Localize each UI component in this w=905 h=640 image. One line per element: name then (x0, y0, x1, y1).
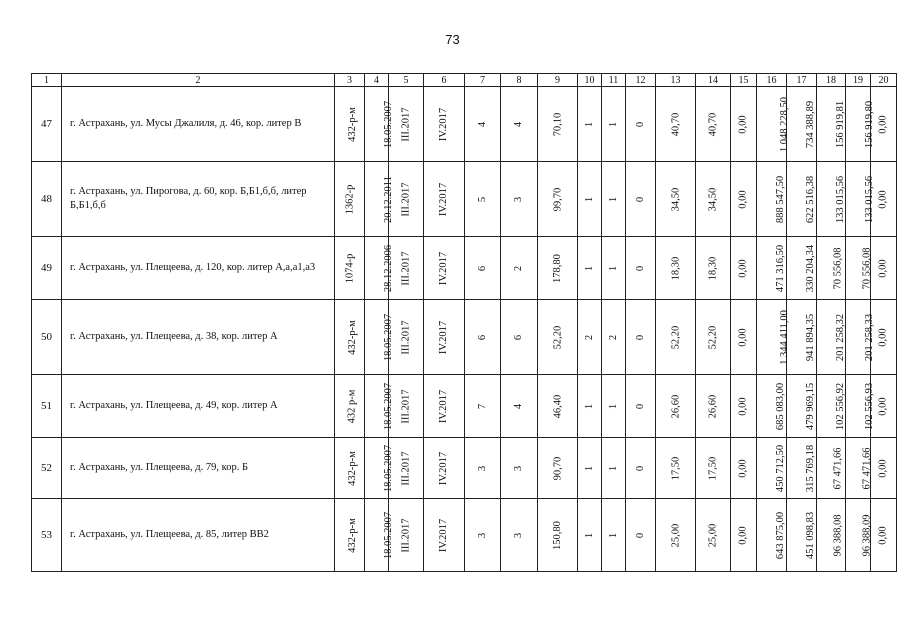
cell-text: 622 516,38 (805, 175, 817, 224)
cell-c13 (656, 162, 696, 237)
cell-text: 18.05.2007 (383, 444, 395, 493)
cell-end (424, 162, 465, 237)
cell-text: III.2017 (400, 389, 412, 424)
cell-text: 432 р-м (346, 389, 358, 424)
cell-c18 (817, 300, 846, 375)
cell-c16 (757, 438, 787, 499)
cell-text: III.2017 (400, 451, 412, 486)
cell-text: 4 (477, 121, 488, 128)
cell-address: г. Астрахань, ул. Мусы Джалиля, д. 46, кор. литер В (62, 87, 335, 162)
cell-text: 2 (584, 334, 595, 341)
cell-text: 4 (513, 403, 525, 410)
cell-c9 (538, 237, 578, 300)
cell-c7 (465, 162, 501, 237)
cell-text: 0,00 (878, 526, 889, 545)
cell-text: 0 (635, 121, 646, 128)
cell-text: 26,60 (670, 394, 681, 419)
cell-c7 (465, 438, 501, 499)
cell-text: 1 048 228,50 (779, 96, 791, 153)
cell-date (365, 162, 394, 237)
header-cell: 18 (817, 74, 846, 87)
cell-text: 67 471,66 (861, 447, 873, 490)
header-cell: 10 (578, 74, 602, 87)
cell-text: 1 (608, 532, 619, 539)
cell-num: 50 (32, 300, 62, 375)
cell-text: 3 (477, 532, 488, 539)
cell-text: 3 (513, 532, 525, 539)
table-row (32, 438, 897, 499)
cell-c19 (846, 499, 871, 572)
cell-text: 330 204,34 (805, 244, 817, 293)
cell-text: 1 (584, 532, 595, 539)
cell-text: 156 919,80 (864, 100, 876, 149)
cell-c8 (501, 300, 538, 375)
cell-text: 479 969,15 (805, 382, 817, 431)
cell-text: 156 919,81 (835, 100, 847, 149)
cell-c12 (626, 237, 656, 300)
cell-text: IV.2017 (438, 389, 450, 424)
cell-date (365, 300, 395, 375)
cell-c18 (817, 162, 846, 237)
cell-text: 0 (635, 465, 646, 472)
cell-date (365, 375, 395, 438)
cell-c8 (501, 87, 538, 162)
cell-text: 0,00 (738, 526, 749, 545)
cell-text: 1 (584, 403, 595, 410)
cell-end (424, 499, 465, 572)
cell-text: 40,70 (670, 112, 681, 137)
cell-c16 (757, 237, 787, 300)
cell-text: 3 (477, 465, 488, 472)
cell-text: 1 (608, 465, 619, 472)
cell-text: 201 258,33 (864, 313, 876, 362)
cell-text: 201 258,32 (835, 313, 847, 362)
cell-end (424, 237, 465, 300)
cell-text: 315 769,18 (805, 444, 817, 493)
header-cell: 12 (626, 74, 656, 87)
cell-c15 (731, 237, 757, 300)
cell-c11 (602, 162, 626, 237)
cell-text: IV.2017 (438, 107, 450, 142)
cell-c11 (602, 438, 626, 499)
cell-c11 (602, 300, 626, 375)
cell-text: 1 (608, 121, 619, 128)
header-cell: 4 (365, 74, 389, 87)
header-cell: 20 (871, 74, 897, 87)
cell-text: 3 (513, 465, 525, 472)
cell-text: III.2017 (400, 320, 412, 355)
cell-doc (335, 300, 365, 375)
cell-text: III.2017 (400, 182, 412, 217)
cell-c12 (626, 375, 656, 438)
cell-text: 1362-р (344, 184, 356, 215)
cell-text: III.2017 (400, 251, 412, 286)
cell-c19 (846, 438, 871, 499)
cell-c19 (846, 300, 876, 375)
cell-text: 432-р-м (346, 518, 358, 553)
cell-c15 (731, 499, 757, 572)
cell-text: 102 556,93 (864, 382, 876, 431)
cell-c18 (817, 438, 846, 499)
cell-c12 (626, 87, 656, 162)
cell-text: 34,50 (670, 187, 681, 212)
cell-text: 0,00 (878, 259, 889, 278)
cell-c20 (871, 438, 897, 499)
cell-text: 7 (477, 403, 488, 410)
cell-c18 (817, 237, 846, 300)
cell-c12 (626, 162, 656, 237)
cell-c14 (696, 375, 731, 438)
cell-text: 99,70 (552, 187, 563, 212)
cell-c8 (501, 499, 538, 572)
cell-text: 432-р-м (346, 451, 358, 486)
cell-c8 (501, 438, 538, 499)
cell-c13 (656, 87, 696, 162)
cell-text: 17,50 (670, 456, 681, 481)
cell-c14 (696, 237, 731, 300)
cell-text: 0,00 (738, 115, 749, 134)
cell-text: IV.2017 (438, 251, 450, 286)
cell-text: 0 (635, 403, 646, 410)
cell-text: 6 (513, 334, 525, 341)
cell-text: 888 547,50 (775, 175, 787, 224)
cell-text: 52,20 (552, 325, 563, 350)
cell-c16 (757, 87, 791, 162)
cell-text: 150,80 (552, 521, 563, 550)
cell-text: 0,00 (878, 459, 889, 478)
cell-text: IV.2017 (438, 182, 450, 217)
cell-text: 1 (608, 265, 619, 272)
cell-c20 (871, 499, 897, 572)
cell-end (424, 438, 465, 499)
cell-c14 (696, 162, 731, 237)
cell-c12 (626, 300, 656, 375)
cell-text: 0 (635, 196, 646, 203)
cell-address: г. Астрахань, ул. Плещеева, д. 49, кор. литер А (62, 375, 335, 438)
cell-num: 48 (32, 162, 62, 237)
cell-text: 5 (477, 196, 488, 203)
cell-c17 (787, 300, 817, 375)
cell-c20 (871, 237, 897, 300)
cell-num: 47 (32, 87, 62, 162)
cell-text: 0,00 (878, 397, 889, 416)
header-cell: 17 (787, 74, 817, 87)
cell-text: 941 894,35 (805, 313, 817, 362)
cell-text: 0,00 (878, 328, 889, 347)
cell-address: г. Астрахань, ул. Плещеева, д. 79, кор. Б (62, 438, 335, 499)
cell-end (424, 375, 465, 438)
page-number: 73 (445, 32, 460, 47)
cell-c7 (465, 499, 501, 572)
cell-end (424, 87, 465, 162)
cell-c9 (538, 162, 578, 237)
header-cell: 7 (465, 74, 501, 87)
cell-c7 (465, 237, 501, 300)
cell-c14 (696, 87, 731, 162)
cell-c10 (578, 375, 602, 438)
cell-text: 96 388,09 (861, 514, 873, 557)
cell-text: 0,00 (738, 328, 749, 347)
cell-c19 (846, 375, 876, 438)
header-cell: 13 (656, 74, 696, 87)
header-cell: 16 (757, 74, 787, 87)
cell-c11 (602, 375, 626, 438)
cell-text: 20.12.2011 (382, 176, 394, 223)
cell-c17 (787, 375, 817, 438)
cell-c16 (757, 499, 787, 572)
header-cell: 5 (389, 74, 424, 87)
cell-text: 0,00 (738, 459, 749, 478)
cell-address: г. Астрахань, ул. Плещеева, д. 38, кор. литер А (62, 300, 335, 375)
cell-c15 (731, 375, 757, 438)
cell-c11 (602, 499, 626, 572)
cell-c15 (731, 162, 757, 237)
cell-c10 (578, 162, 602, 237)
cell-text: 52,20 (670, 325, 681, 350)
cell-text: 2 (513, 265, 525, 272)
cell-doc (335, 237, 365, 300)
cell-address: г. Астрахань, ул. Пирогова, д. 60, кор. Б,Б1,б,б, литер Б,Б1,б,б (62, 162, 335, 237)
cell-text: 17,50 (707, 456, 719, 481)
cell-c13 (656, 375, 696, 438)
cell-c7 (465, 375, 501, 438)
cell-text: 1 344 411,00 (778, 310, 790, 365)
cell-text: 52,20 (707, 325, 719, 350)
cell-c11 (602, 87, 626, 162)
header-cell: 11 (602, 74, 626, 87)
cell-c14 (696, 300, 731, 375)
cell-text: 0,00 (878, 115, 889, 134)
cell-text: 1 (584, 121, 595, 128)
cell-c9 (538, 438, 578, 499)
cell-text: 3 (513, 196, 525, 203)
cell-text: IV.2017 (438, 451, 450, 486)
cell-text: 18.05.2007 (383, 313, 395, 362)
cell-text: 70 556,08 (861, 247, 873, 290)
cell-address: г. Астрахань, ул. Плещеева, д. 120, кор. литер А,а,а1,а3 (62, 237, 335, 300)
cell-c15 (731, 300, 757, 375)
cell-date (365, 237, 395, 300)
cell-num: 52 (32, 438, 62, 499)
cell-text: 25,00 (707, 523, 719, 548)
table-row (32, 162, 897, 237)
cell-text: 0 (635, 532, 646, 539)
cell-num: 51 (32, 375, 62, 438)
cell-c8 (501, 375, 538, 438)
cell-date (365, 87, 395, 162)
cell-text: 0,00 (878, 190, 889, 209)
cell-text: 451 098,83 (805, 511, 817, 560)
cell-text: 643 875,00 (775, 511, 787, 560)
cell-text: 18,30 (707, 256, 719, 281)
cell-c16 (757, 162, 787, 237)
cell-c13 (656, 499, 696, 572)
table-row (32, 499, 897, 572)
cell-text: 1 (584, 465, 595, 472)
cell-doc (335, 87, 365, 162)
cell-c11 (602, 237, 626, 300)
cell-text: 34,50 (707, 187, 719, 212)
header-cell: 15 (731, 74, 757, 87)
cell-doc (335, 499, 365, 572)
cell-date (365, 499, 395, 572)
cell-end (424, 300, 465, 375)
data-table (31, 73, 897, 572)
cell-c19 (846, 87, 876, 162)
header-cell: 9 (538, 74, 578, 87)
header-cell: 19 (846, 74, 871, 87)
cell-text: 18,30 (670, 256, 681, 281)
cell-text: 0,00 (738, 397, 749, 416)
cell-date (365, 438, 395, 499)
cell-c10 (578, 438, 602, 499)
cell-c13 (656, 300, 696, 375)
cell-c17 (787, 499, 817, 572)
cell-text: 133 015,56 (835, 175, 847, 224)
cell-c13 (656, 237, 696, 300)
cell-text: 432-р-м (346, 320, 358, 355)
cell-text: 96 388,08 (832, 514, 844, 557)
cell-c9 (538, 300, 578, 375)
cell-text: 1 (608, 403, 619, 410)
cell-text: 70 556,08 (832, 247, 844, 290)
cell-c18 (817, 375, 846, 438)
cell-text: 178,80 (552, 254, 563, 283)
cell-c18 (817, 499, 846, 572)
cell-c13 (656, 438, 696, 499)
cell-text: 70,10 (552, 112, 563, 137)
cell-text: 0 (635, 265, 646, 272)
cell-c12 (626, 438, 656, 499)
cell-text: IV.2017 (438, 320, 450, 355)
cell-text: 25,00 (670, 523, 681, 548)
cell-c12 (626, 499, 656, 572)
cell-text: III.2017 (400, 518, 412, 553)
table-row (32, 300, 897, 375)
cell-text: 0 (635, 334, 646, 341)
cell-text: 1 (584, 196, 595, 203)
cell-text: 26,60 (707, 394, 719, 419)
table-row (32, 237, 897, 300)
cell-c8 (501, 237, 538, 300)
header-cell: 3 (335, 74, 365, 87)
cell-text: IV.2017 (438, 518, 450, 553)
cell-c7 (465, 87, 501, 162)
cell-c7 (465, 300, 501, 375)
cell-c17 (787, 162, 817, 237)
cell-text: 40,70 (707, 112, 719, 137)
cell-text: 2 (608, 334, 619, 341)
cell-c18 (817, 87, 846, 162)
cell-c16 (757, 375, 787, 438)
cell-text: 18.05.2007 (383, 100, 395, 149)
cell-text: 28.12.2006 (383, 244, 395, 293)
cell-c10 (578, 237, 602, 300)
cell-text: 1 (584, 265, 595, 272)
cell-c10 (578, 87, 602, 162)
cell-doc (335, 162, 365, 237)
cell-text: 1 (608, 196, 619, 203)
cell-text: 133 015,56 (864, 175, 876, 224)
cell-text: 685 083,00 (775, 382, 787, 431)
cell-text: 6 (477, 334, 488, 341)
cell-text: 0,00 (738, 190, 749, 209)
cell-c14 (696, 499, 731, 572)
header-cell: 14 (696, 74, 731, 87)
cell-text: 18.05.2007 (383, 382, 395, 431)
cell-c10 (578, 300, 602, 375)
cell-text: 6 (477, 265, 488, 272)
cell-text: 0,00 (738, 259, 749, 278)
cell-c9 (538, 375, 578, 438)
table-row (32, 87, 897, 162)
header-cell: 8 (501, 74, 538, 87)
header-cell: 1 (32, 74, 62, 87)
cell-c9 (538, 499, 578, 572)
cell-c9 (538, 87, 578, 162)
cell-c8 (501, 162, 538, 237)
cell-c15 (731, 87, 757, 162)
table-row (32, 375, 897, 438)
cell-text: 18.05.2007 (383, 511, 395, 560)
cell-num: 49 (32, 237, 62, 300)
cell-c19 (846, 162, 876, 237)
cell-c10 (578, 499, 602, 572)
cell-text: 67 471,66 (832, 447, 844, 490)
cell-c19 (846, 237, 871, 300)
cell-text: 1074-р (344, 253, 356, 284)
header-cell: 2 (62, 74, 335, 87)
cell-doc (335, 375, 365, 438)
cell-address: г. Астрахань, ул. Плещеева, д. 85, литер ВВ2 (62, 499, 335, 572)
cell-c17 (787, 87, 817, 162)
cell-text: 102 556,92 (835, 382, 847, 431)
cell-text: 450 712,50 (775, 444, 787, 493)
cell-text: III.2017 (400, 107, 412, 142)
cell-c14 (696, 438, 731, 499)
cell-text: 4 (513, 121, 525, 128)
cell-text: 471 316,50 (775, 244, 787, 293)
cell-text: 432-р-м (346, 107, 358, 142)
cell-doc (335, 438, 365, 499)
cell-c16 (757, 300, 790, 375)
cell-c17 (787, 438, 817, 499)
header-row (32, 74, 897, 87)
cell-text: 90,70 (552, 456, 563, 481)
cell-c17 (787, 237, 817, 300)
cell-c15 (731, 438, 757, 499)
header-cell: 6 (424, 74, 465, 87)
cell-text: 46,40 (552, 394, 563, 419)
cell-num: 53 (32, 499, 62, 572)
cell-text: 734 388,89 (805, 100, 817, 149)
